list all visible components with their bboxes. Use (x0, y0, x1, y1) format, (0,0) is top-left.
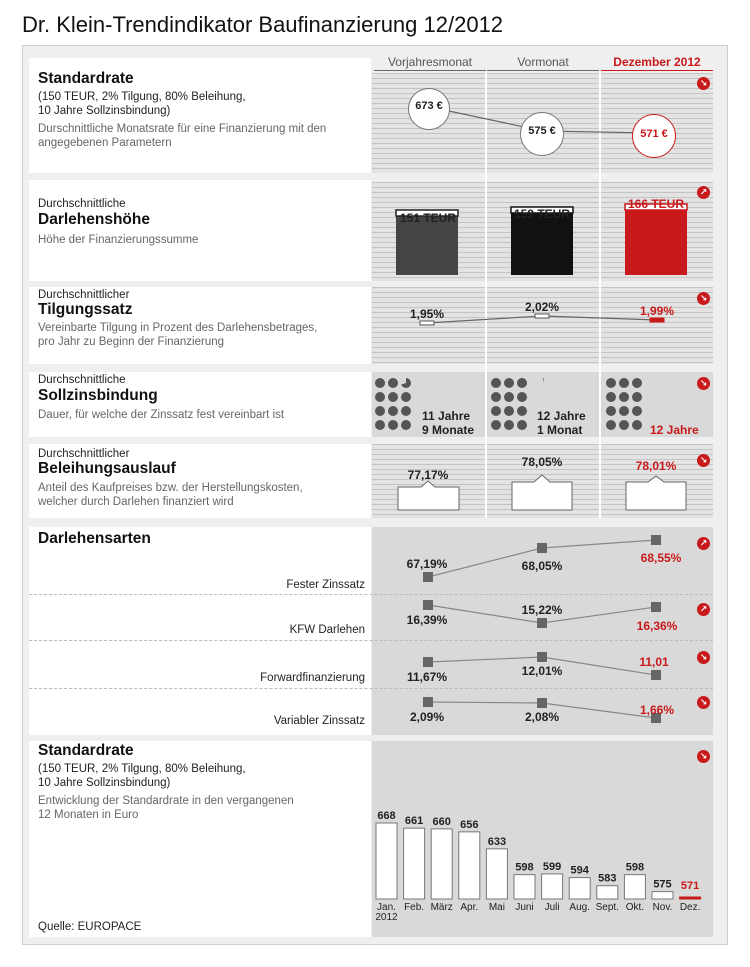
month-label: Apr. (460, 902, 479, 913)
entwicklung-params: (150 TEUR, 2% Tilgung, 80% Beleihung, (38, 763, 246, 775)
panel-darlehenshoehe (29, 180, 371, 281)
month-label: Juni (515, 902, 534, 913)
darlehenshoehe-heading: Darlehenshöhe (38, 211, 150, 228)
fester-zinssatz-value-2: 68,05% (521, 559, 563, 573)
beleihungsauslauf-pre: Durchschnittlicher (38, 448, 130, 460)
dot-year (491, 420, 501, 430)
month-label: Jan. (377, 902, 396, 913)
variabel-value-1: 2,09% (409, 710, 445, 724)
dot-year (606, 378, 616, 388)
darlehenshoehe-value-1: 151 TEUR (399, 211, 457, 225)
bar-value-label: 660 (432, 815, 451, 828)
month-bar (569, 878, 590, 899)
dot-year (619, 378, 629, 388)
page-title: Dr. Klein-Trendindikator Baufinanzierung 12/2012 (22, 12, 504, 37)
column-header-vorjahresmonat: Vorjahresmonat (374, 55, 486, 71)
dot-year (606, 406, 616, 416)
darlehenshoehe-value-3: 166 TEUR (627, 197, 685, 211)
darlehensart-label-fester-zinssatz: Fester Zinssatz (286, 579, 365, 591)
sollzinsbindung-desc: Dauer, für welche der Zinssatz fest vereinbart ist (38, 409, 285, 421)
kfw-value-2: 15,22% (521, 603, 563, 617)
bar-value-label: 661 (404, 815, 424, 828)
trend-down-icon: ↘ (697, 696, 710, 709)
dot-year (504, 406, 514, 416)
tilgungssatz-pre: Durchschnittlicher (38, 289, 130, 301)
month-label: Okt. (625, 902, 645, 913)
month-label: März (430, 902, 453, 913)
dot-year (375, 378, 385, 388)
trend-down-icon: ↘ (697, 77, 710, 90)
beleihungsauslauf-house-2 (512, 475, 572, 510)
trend-up-icon: ↗ (697, 537, 710, 550)
dot-year (517, 420, 527, 430)
entwicklung-desc: Entwicklung der Standardrate in den vergangenen (38, 795, 294, 807)
dot-year (491, 406, 501, 416)
bar-value-label: 599 (542, 860, 562, 873)
sollzinsbindung-col3-years: 12 Jahre (650, 423, 699, 437)
dot-year (619, 406, 629, 416)
month-bar (376, 823, 397, 899)
standardrate-params: (150 TEUR, 2% Tilgung, 80% Beleihung, (38, 91, 246, 103)
sollzinsbindung-pre: Durchschnittliche (38, 374, 126, 386)
month-bar (404, 828, 425, 899)
dot-year (491, 378, 501, 388)
kfw-value-3: 16,36% (636, 619, 678, 633)
tilgungssatz-heading: Tilgungssatz (38, 301, 133, 318)
marker (537, 618, 547, 628)
bar-value-label: 633 (487, 835, 507, 848)
dot-year (388, 420, 398, 430)
tilgungssatz-line (372, 287, 713, 364)
month-bar (652, 892, 673, 899)
month-bar (597, 886, 618, 899)
kfw-value-1: 16,39% (406, 613, 448, 627)
variabel-value-2: 2,08% (524, 710, 560, 724)
trend-down-icon: ↘ (697, 454, 710, 467)
dot-year (517, 378, 527, 388)
standardrate-heading: Standardrate (38, 70, 134, 87)
dot-year (401, 406, 411, 416)
darlehensart-label-forward: Forwardfinanzierung (260, 672, 365, 684)
tilgungssatz-desc: Vereinbarte Tilgung in Prozent des Darlehensbetrages, (38, 322, 318, 334)
entwicklung-params2: 10 Jahre Sollzinsbindung) (38, 777, 171, 789)
dot-year (619, 420, 629, 430)
standardrate-params2: 10 Jahre Sollzinsbindung) (38, 105, 171, 117)
beleihungsauslauf-desc: Anteil des Kaufpreises bzw. der Herstellungskosten, (38, 482, 303, 494)
darlehenshoehe-bar-3 (625, 207, 687, 275)
trend-down-icon: ↘ (697, 651, 710, 664)
dot-year (517, 406, 527, 416)
darlehenshoehe-pre: Durchschnittliche (38, 198, 126, 210)
beleihungsauslauf-value-3: 78,01% (635, 459, 677, 473)
fester-zinssatz-value-1: 67,19% (406, 557, 448, 571)
month-bar (680, 897, 701, 899)
month-label: Dez. (679, 902, 701, 913)
tilgungssatz-marker-1 (420, 321, 434, 325)
source-label: Quelle: EUROPACE (38, 921, 142, 933)
marker (423, 600, 433, 610)
tilgungssatz-marker-3 (650, 318, 664, 322)
trend-up-icon: ↗ (697, 603, 710, 616)
darlehensarten-heading: Darlehensarten (38, 530, 151, 547)
marker (651, 535, 661, 545)
bar-value-label: 598 (625, 861, 645, 874)
darlehensart-label-variabel: Variabler Zinssatz (273, 715, 365, 727)
dot-year (491, 392, 501, 402)
bar-value-label: 668 (377, 810, 396, 822)
tilgungssatz-value-1: 1,95% (409, 307, 445, 321)
month-bar (431, 829, 452, 899)
month-bar (486, 849, 507, 899)
bar-value-label: 598 (515, 861, 534, 874)
sollzinsbindung-heading: Sollzinsbindung (38, 387, 158, 404)
dot-year (388, 378, 398, 388)
bar-value-label: 594 (570, 864, 589, 877)
beleihungsauslauf-desc2: welcher durch Darlehen finanziert wird (38, 496, 234, 508)
dot-year (375, 392, 385, 402)
tilgungssatz-marker-2 (535, 314, 549, 318)
bar-value-label: 583 (598, 872, 617, 885)
bar-value-label: 571 (680, 880, 700, 892)
dot-year (632, 406, 642, 416)
month-label: Aug. (569, 902, 590, 913)
dot-year (504, 420, 514, 430)
dot-year (401, 392, 411, 402)
beleihungsauslauf-house-1 (398, 481, 459, 510)
dot-partial (401, 378, 411, 388)
variabel-value-3: 1,66% (639, 703, 675, 717)
beleihungsauslauf-heading: Beleihungsauslauf (38, 460, 176, 477)
sollzinsbindung-col2-months: 1 Monat (537, 423, 583, 437)
month-label: 2012 (375, 912, 398, 923)
sollzinsbindung-col1-months: 9 Monate (422, 423, 475, 437)
column-header-vormonat: Vormonat (487, 55, 599, 71)
beleihungsauslauf-house-3 (626, 476, 686, 510)
dot-year (504, 392, 514, 402)
dot-year (606, 420, 616, 430)
standardrate-value-2: 575 € (528, 125, 556, 137)
month-bar (624, 875, 645, 899)
standardrate-12-month-bar-chart (372, 741, 713, 937)
bar-value-label: 575 (653, 878, 672, 891)
standardrate-value-3: 571 € (640, 128, 668, 140)
dot-year (606, 392, 616, 402)
marker (537, 698, 547, 708)
trend-down-icon: ↘ (697, 750, 710, 763)
tilgungssatz-desc2: pro Jahr zu Beginn der Finanzierung (38, 336, 225, 348)
dot-year (388, 392, 398, 402)
standardrate-desc: Durschnittliche Monatsrate für eine Finanzierung mit den (38, 123, 327, 135)
sollzinsbindung-col2-years: 12 Jahre (537, 409, 586, 423)
month-label: Sept. (595, 902, 619, 913)
entwicklung-heading: Standardrate (38, 742, 134, 759)
dot-year (388, 406, 398, 416)
dot-partial (543, 378, 544, 383)
month-label: Mai (488, 902, 505, 913)
month-label: Juli (544, 902, 560, 913)
dot-year (375, 420, 385, 430)
sollzinsbindung-col1-years: 11 Jahre (422, 409, 471, 423)
month-bar (542, 874, 563, 899)
tilgungssatz-value-3: 1,99% (639, 304, 675, 318)
marker (537, 543, 547, 553)
month-label: Nov. (652, 902, 673, 913)
marker (651, 602, 661, 612)
standardrate-desc2: angegebenen Parametern (38, 137, 172, 149)
dot-year (401, 420, 411, 430)
forward-value-1: 11,67% (406, 670, 448, 684)
marker (423, 657, 433, 667)
darlehenshoehe-desc: Höhe der Finanzierungssumme (38, 234, 199, 246)
dot-year (632, 392, 642, 402)
month-bar (459, 832, 480, 899)
fester-zinssatz-value-3: 68,55% (640, 551, 682, 565)
month-label: Feb. (404, 902, 425, 913)
beleihungsauslauf-value-2: 78,05% (521, 455, 563, 469)
column-header-dezember: Dezember 2012 (601, 55, 713, 71)
dot-year (375, 406, 385, 416)
standardrate-value-1: 673 € (415, 100, 443, 112)
month-bar (514, 875, 535, 899)
bar-value-label: 656 (460, 818, 479, 831)
trend-down-icon: ↘ (697, 377, 710, 390)
dot-year (504, 378, 514, 388)
darlehenshoehe-value-2: 159 TEUR (513, 207, 571, 221)
dot-year (632, 420, 642, 430)
beleihungsauslauf-value-1: 77,17% (407, 468, 449, 482)
dot-year (619, 392, 629, 402)
forward-value-2: 12,01% (521, 664, 563, 678)
dot-year (517, 392, 527, 402)
dot-year (632, 378, 642, 388)
marker (537, 652, 547, 662)
marker (423, 572, 433, 582)
tilgungssatz-value-2: 2,02% (524, 300, 560, 314)
forward-value-3: 11,01 (639, 655, 669, 669)
trend-down-icon: ↘ (697, 292, 710, 305)
trend-up-icon: ↗ (697, 186, 710, 199)
marker (651, 670, 661, 680)
darlehensart-label-kfw: KFW Darlehen (289, 624, 365, 636)
entwicklung-desc2: 12 Monaten in Euro (38, 809, 139, 821)
marker (423, 697, 433, 707)
